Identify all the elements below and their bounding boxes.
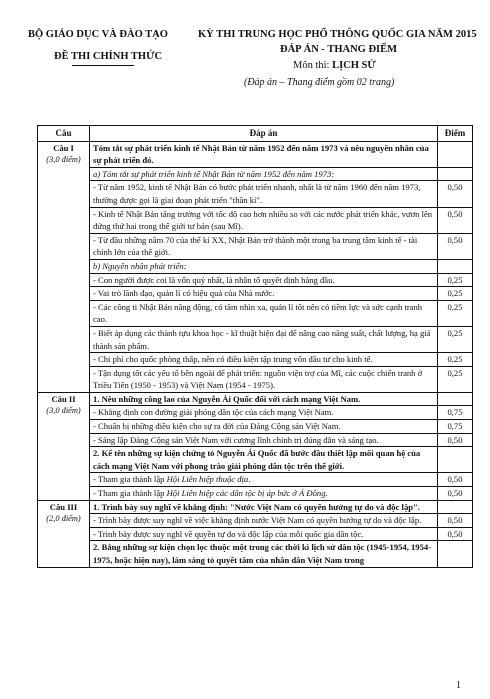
answer-prefix: - Tham gia thành lập bbox=[93, 474, 167, 485]
answer-text: - Chuẩn bị những điều kiện cho sự ra đời của Đảng Cộng sản Việt Nam. bbox=[90, 420, 438, 434]
answer-text: - Trình bày được suy nghĩ về quyền tự do và độc lập của mỗi quốc gia dân tộc. bbox=[90, 527, 438, 541]
table-row bbox=[38, 207, 473, 233]
points-cell bbox=[438, 541, 473, 567]
table-row bbox=[38, 473, 473, 487]
table-row bbox=[38, 326, 473, 352]
answer-text: - Từ năm 1952, kinh tế Nhật Bản có bước phát triển nhanh, nhất là từ năm 1960 đến năm 1973, thường được gọi là giai đoạn phát triển "thần kì". bbox=[90, 181, 438, 207]
points-cell: 0,75 bbox=[438, 406, 473, 420]
answer-key-title: ĐÁP ÁN - THANG ĐIỂM bbox=[280, 44, 398, 55]
answer-text: - Trình bày được suy nghĩ về việc khẳng định nước Việt Nam có quyền hưởng tự do và độc lập. bbox=[90, 514, 438, 528]
table-row bbox=[38, 273, 473, 287]
document-header bbox=[0, 0, 490, 110]
table-row bbox=[38, 406, 473, 420]
page-count-note: (Đáp án – Thang điểm gồm 02 trang) bbox=[244, 77, 395, 88]
points-cell: 0,50 bbox=[438, 181, 473, 207]
question-cell-3 bbox=[38, 500, 90, 567]
table-row bbox=[38, 141, 473, 167]
points-cell: 0,25 bbox=[438, 273, 473, 287]
col-answer-header: Đáp án bbox=[90, 126, 438, 142]
table-row bbox=[38, 167, 473, 181]
points-cell bbox=[438, 141, 473, 167]
subject-name: LỊCH SỬ bbox=[332, 60, 376, 71]
table-row bbox=[38, 366, 473, 392]
table-header-row bbox=[38, 126, 473, 142]
answer-text bbox=[90, 473, 438, 487]
points-cell bbox=[438, 167, 473, 181]
table-row bbox=[38, 487, 473, 501]
answer-text: - Con người được coi là vốn quý nhất, là nhân tố quyết định hàng đầu. bbox=[90, 273, 438, 287]
page-number: 1 bbox=[456, 680, 461, 691]
points-cell: 0,50 bbox=[438, 473, 473, 487]
table-row bbox=[38, 447, 473, 473]
points-cell: 0,50 bbox=[438, 233, 473, 259]
table-row bbox=[38, 300, 473, 326]
question-score: (3,0 điểm) bbox=[46, 155, 81, 165]
answer-text: - Từ đầu những năm 70 của thế kỉ XX, Nhật Bản trở thành một trong ba trung tâm kinh tế - tài chính lớn của thế giới. bbox=[90, 233, 438, 259]
subject-label: Môn thi: bbox=[293, 60, 333, 71]
answer-prefix: - Tham gia thành lập bbox=[93, 488, 167, 499]
organization-name: Hội Liên hiệp thuộc địa bbox=[166, 474, 249, 485]
table-row bbox=[38, 500, 473, 514]
points-cell: 0,75 bbox=[438, 420, 473, 434]
table-row bbox=[38, 259, 473, 273]
question-label: Câu III bbox=[49, 501, 78, 512]
question-score: (3,0 điểm) bbox=[46, 406, 81, 416]
points-cell: 0,50 bbox=[438, 207, 473, 233]
points-cell: 0,50 bbox=[438, 433, 473, 447]
table-row bbox=[38, 392, 473, 406]
points-cell: 0,25 bbox=[438, 326, 473, 352]
table-row bbox=[38, 420, 473, 434]
organization-name: Hội Liên hiệp các dân tộc bị áp bức ở Á Đông bbox=[166, 488, 326, 499]
header-underline bbox=[72, 65, 134, 66]
section-heading: a) Tóm tắt sự phát triển kinh tế Nhật Bản từ năm 1952 đến năm 1973: bbox=[90, 167, 438, 181]
question-label: Câu I bbox=[53, 142, 74, 153]
question-prompt: 2. Kể tên những sự kiện chứng tỏ Nguyễn Ái Quốc đã bước đầu thiết lập mối quan hệ của cách mạng Việt Nam với phong trào giải phóng dân tộc trên thế giới. bbox=[90, 447, 438, 473]
subject-line bbox=[293, 60, 376, 71]
points-cell bbox=[438, 500, 473, 514]
answer-suffix: . bbox=[325, 488, 328, 499]
answer-table bbox=[37, 125, 473, 568]
answer-text: - Kinh tế Nhật Bản tăng trưởng với tốc độ cao hơn nhiều so với các nước phát triển khác, vươn lên đứng thứ hai trong thế giới tư bản (sau Mĩ). bbox=[90, 207, 438, 233]
ministry-name: BỘ GIÁO DỤC VÀ ĐÀO TẠO bbox=[28, 29, 168, 40]
question-prompt: 2. Bằng những sự kiện chọn lọc thuộc một trong các thời kì lịch sử dân tộc (1945-1954, 1954-1975, hoặc hiện nay), làm sáng tỏ quyết tâm của nhân dân Việt Nam trong bbox=[90, 541, 438, 567]
exam-title: KỲ THI TRUNG HỌC PHỔ THÔNG QUỐC GIA NĂM 2015 bbox=[198, 29, 477, 40]
question-cell-1 bbox=[38, 141, 90, 392]
answer-text: - Tận dụng tốt các yếu tố bên ngoài để phát triển: nguồn viện trợ của Mĩ, các cuộc chiến tranh ở Triều Tiên (1950 - 1953) và Việt Nam (1954 - 1975). bbox=[90, 366, 438, 392]
points-cell: 0,25 bbox=[438, 287, 473, 301]
points-cell: 0,50 bbox=[438, 514, 473, 528]
points-cell: 0,50 bbox=[438, 487, 473, 501]
answer-text bbox=[90, 487, 438, 501]
table-row bbox=[38, 181, 473, 207]
answer-text: - Biết áp dụng các thành tựu khoa học - kĩ thuật hiện đại để nâng cao năng suất, chất lượng, hạ giá thành sản phẩm. bbox=[90, 326, 438, 352]
points-cell bbox=[438, 447, 473, 473]
question-prompt: Tóm tắt sự phát triển kinh tế Nhật Bản từ năm 1952 đến năm 1973 và nêu nguyên nhân của sự phát triển đó. bbox=[90, 141, 438, 167]
answer-text: - Vai trò lãnh đạo, quản lí có hiệu quả của Nhà nước. bbox=[90, 287, 438, 301]
question-prompt: 1. Trình bày suy nghĩ về khẳng định: "Nước Việt Nam có quyền hưởng tự do và độc lập". bbox=[90, 500, 438, 514]
table-row bbox=[38, 433, 473, 447]
question-cell-2 bbox=[38, 392, 90, 500]
col-question-header: Câu bbox=[38, 126, 90, 142]
table-row bbox=[38, 527, 473, 541]
table-row bbox=[38, 514, 473, 528]
answer-text: - Chi phí cho quốc phòng thấp, nên có điều kiện tập trung vốn đầu tư cho kinh tế. bbox=[90, 353, 438, 367]
points-cell: 0,25 bbox=[438, 353, 473, 367]
points-cell bbox=[438, 259, 473, 273]
points-cell: 0,25 bbox=[438, 300, 473, 326]
answer-suffix: . bbox=[248, 474, 251, 485]
answer-text: - Các công ti Nhật Bản năng động, có tầm nhìn xa, quản lí tốt nên có tiềm lực và sức cạnh tranh cao. bbox=[90, 300, 438, 326]
points-cell bbox=[438, 392, 473, 406]
table-row bbox=[38, 541, 473, 567]
official-exam-label: ĐỀ THI CHÍNH THỨC bbox=[54, 51, 163, 62]
answer-text: - Sáng lập Đảng Cộng sản Việt Nam với cương lĩnh chính trị đúng đắn và sáng tạo. bbox=[90, 433, 438, 447]
col-points-header: Điểm bbox=[438, 126, 473, 142]
table-row bbox=[38, 233, 473, 259]
section-heading: b) Nguyên nhân phát triển: bbox=[90, 259, 438, 273]
table-row bbox=[38, 287, 473, 301]
question-prompt: 1. Nêu những công lao của Nguyễn Ái Quốc đối với cách mạng Việt Nam. bbox=[90, 392, 438, 406]
points-cell: 0,25 bbox=[438, 366, 473, 392]
question-score: (2,0 điểm) bbox=[46, 514, 81, 524]
question-label: Câu II bbox=[51, 393, 76, 404]
points-cell: 0,50 bbox=[438, 527, 473, 541]
answer-text: - Khẳng định con đường giải phóng dân tộc của cách mạng Việt Nam. bbox=[90, 406, 438, 420]
table-row bbox=[38, 353, 473, 367]
